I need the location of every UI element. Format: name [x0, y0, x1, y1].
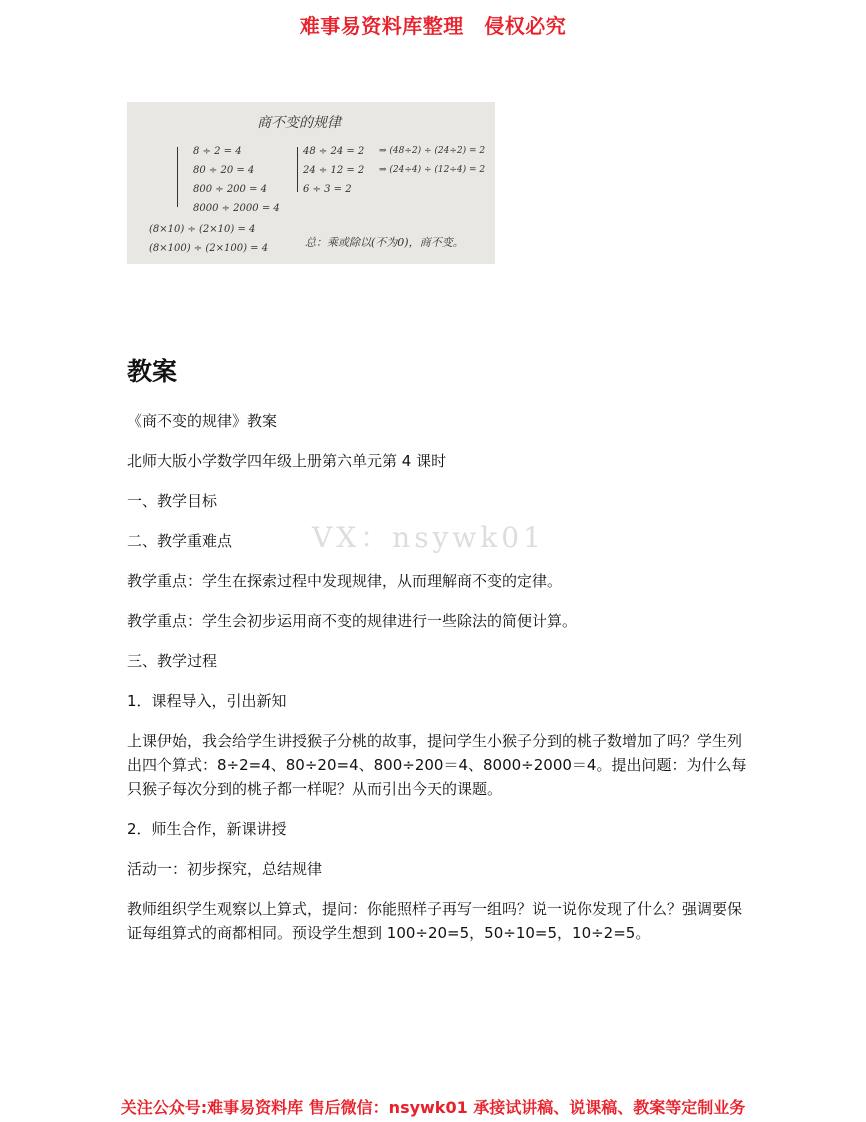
equation: ⇒ (48÷2) ÷ (24÷2) = 2 — [379, 146, 486, 156]
paragraph: 上课伊始，我会给学生讲授猴子分桃的故事，提问学生小猴子分到的桃子数增加了吗？学生列出四个算式：8÷2=4、80÷20=4、800÷200＝4、8000÷2000＝4。提出问题：为什么每只猴子每次分到的桃子都一样呢？从而引出今天的课题。 — [127, 732, 747, 798]
photo-col2 — [303, 142, 364, 199]
arrow-down-icon — [297, 147, 298, 192]
photo-col1 — [193, 142, 280, 218]
equation: 800 ÷ 200 = 4 — [193, 184, 268, 195]
equation: 8000 ÷ 2000 = 4 — [193, 203, 280, 214]
paragraph: 1．课程导入，引出新知 — [127, 692, 287, 710]
equation: 80 ÷ 20 = 4 — [193, 165, 255, 176]
equation: (8×100) ÷ (2×100) = 4 — [149, 243, 269, 254]
paragraph: 一、教学目标 — [127, 492, 218, 510]
equation: ⇒ (24÷4) ÷ (12÷4) = 2 — [379, 165, 486, 175]
equation: 24 ÷ 12 = 2 — [303, 165, 365, 176]
photo-summary: 总：乘或除以(不为0)，商不变。 — [305, 236, 464, 249]
paragraph: 活动一：初步探究，总结规律 — [127, 860, 323, 878]
footer-banner: 关注公众号:难事易资料库 售后微信：nsywk01 承接试讲稿、说课稿、教案等定制业务 — [120, 1098, 746, 1117]
equation: (8×10) ÷ (2×10) = 4 — [149, 224, 256, 235]
handwritten-notes-photo — [127, 102, 495, 264]
lesson-body — [127, 409, 752, 961]
photo-title: 商不变的规律 — [257, 115, 341, 131]
paragraph: 三、教学过程 — [127, 652, 218, 670]
arrow-up-icon — [177, 147, 178, 207]
equation: 8 ÷ 2 = 4 — [193, 146, 242, 157]
photo-col3 — [379, 142, 485, 180]
paragraph: 教学重点：学生会初步运用商不变的规律进行一些除法的简便计算。 — [127, 612, 578, 630]
paragraph: 2．师生合作，新课讲授 — [127, 820, 287, 838]
header-banner: 难事易资料库整理 侵权必究 — [299, 14, 567, 38]
equation: 6 ÷ 3 = 2 — [303, 184, 352, 195]
paragraph: 《商不变的规律》教案 — [127, 412, 278, 430]
paragraph: 北师大版小学数学四年级上册第六单元第 4 课时 — [127, 452, 447, 470]
paragraph: 教学重点：学生在探索过程中发现规律，从而理解商不变的定律。 — [127, 572, 563, 590]
section-heading: 教案 — [127, 357, 178, 386]
photo-col4 — [149, 220, 268, 258]
watermark: VX：nsywk01 — [312, 521, 545, 554]
paragraph: 教师组织学生观察以上算式，提问：你能照样子再写一组吗？说一说你发现了什么？强调要保证每组算式的商都相同。预设学生想到 100÷20=5，50÷10=5，10÷2=5。 — [127, 900, 743, 942]
paragraph: 二、教学重难点 — [127, 532, 233, 550]
equation: 48 ÷ 24 = 2 — [303, 146, 365, 157]
